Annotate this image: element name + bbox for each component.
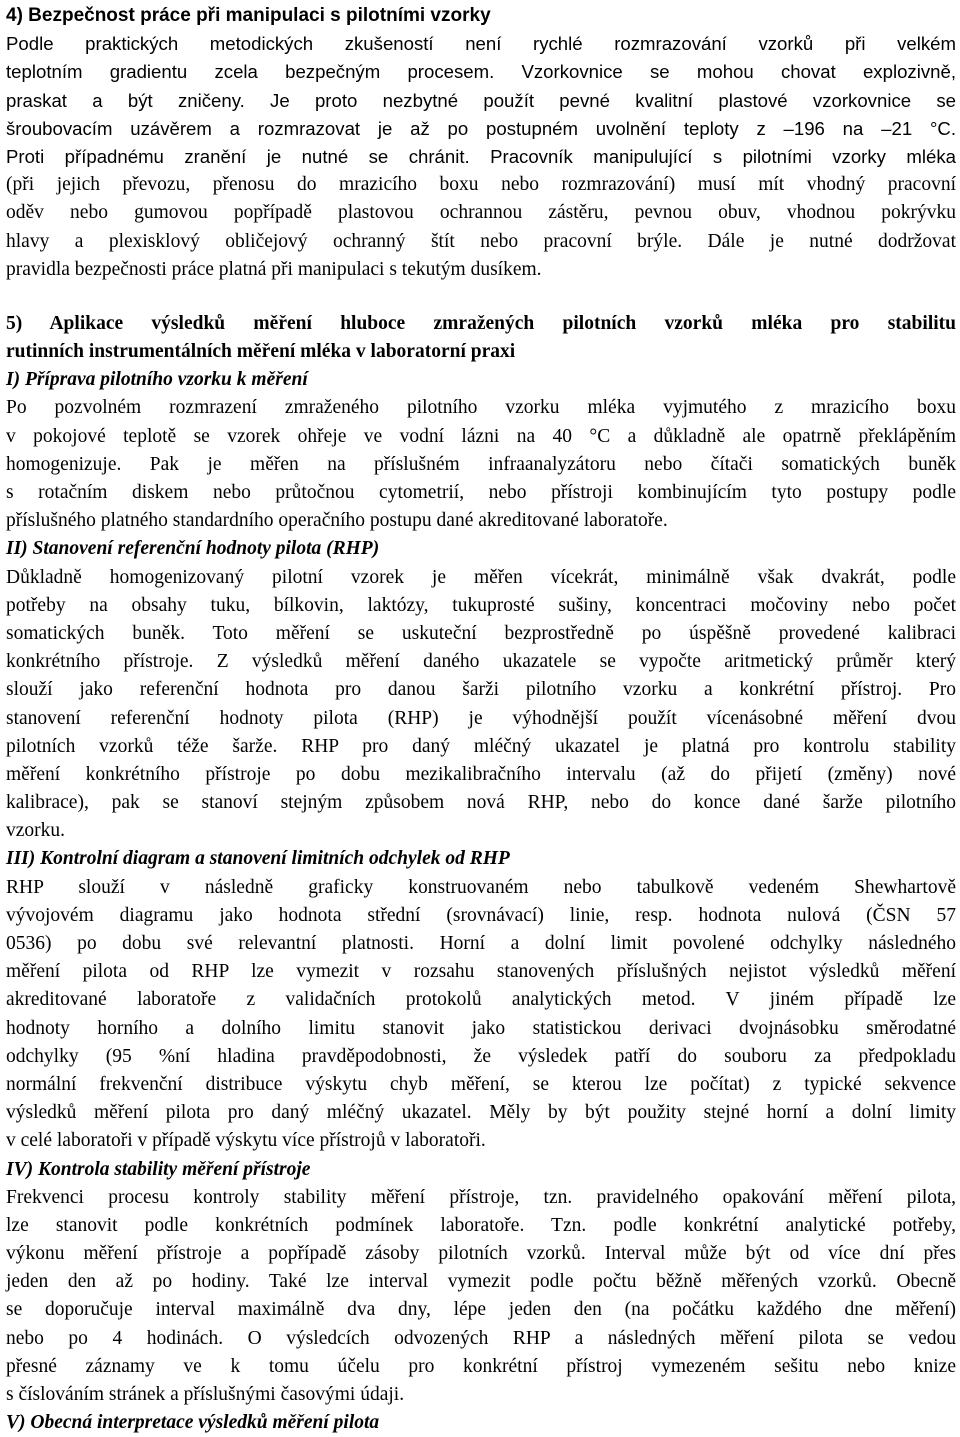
paragraph-line: se doporučuje interval maximálně dva dny, lépe jeden den (na počátku každého dne měření) <box>6 1299 956 1321</box>
paragraph-line: hodnoty horního a dolního limitu stanovit jako statistickou derivaci dvojnásobku směrodatné <box>6 1017 956 1039</box>
paragraph-line: slouží jako referenční hodnota pro danou šarži pilotního vzorku a konkrétní přístroj. Pro <box>6 679 956 701</box>
paragraph-line: vývojovém diagramu jako hodnota střední (srovnávací) linie, resp. hodnota nulová (ČSN 57 <box>6 904 956 926</box>
paragraph-line: RHP slouží v následně graficky konstruovaném nebo tabulkově vedeném Shewhartově <box>6 876 956 898</box>
paragraph-line: šroubovacím uzávěrem a rozmrazovat je až po postupném uvolnění teploty z –196 na –21 °C. <box>6 117 956 139</box>
subsection-5-title: V) Obecná interpretace výsledků měření pilota <box>6 1412 380 1434</box>
paragraph-line: (při jejich převozu, přenosu do mrazicího boxu nebo rozmrazování) musí mít vhodný pracovní <box>6 174 956 196</box>
section-4-paragraph <box>6 30 956 284</box>
paragraph-line: jeden den až po hodiny. Také lze interval vymezit podle počtu běžně měřených vzorků. Obecně <box>6 1271 956 1293</box>
subsection-2-title: II) Stanovení referenční hodnoty pilota (RHP) <box>6 538 380 560</box>
paragraph-line: v pokojové teplotě se vzorek ohřeje ve vodní lázni na 40 °C a důkladně ale opatrně překlápěním <box>6 425 956 447</box>
paragraph-line: teplotním gradientu zcela bezpečným procesem. Vzorkovnice se mohou chovat explozivně, <box>6 61 956 83</box>
paragraph-line: normální frekvenční distribuce výskytu chyb měření, se kterou lze počítat) z typické sekvence <box>6 1073 956 1095</box>
paragraph-line: pilotních vzorků téže šarže. RHP pro daný mléčný ukazatel je platná pro kontrolu stability <box>6 735 956 757</box>
paragraph-line: v celé laboratoři v případě výskytu více přístrojů v laboratoři. <box>6 1130 486 1152</box>
paragraph-line: měření konkrétního přístroje po dobu mezikalibračního intervalu (až do přijetí (změny) nové <box>6 763 956 785</box>
subsection-4-paragraph <box>6 1184 956 1410</box>
paragraph-line: hlavy a plexisklový obličejový ochranný štít nebo pracovní brýle. Dále je nutné dodržovat <box>6 230 956 252</box>
paragraph-line: oděv nebo gumovou popřípadě plastovou ochrannou zástěru, pevnou obuv, vhodnou pokrývku <box>6 202 956 224</box>
paragraph-line: odchylky (95 %ní hladina pravděpodobnosti, že výsledek patří do souboru za předpokladu <box>6 1045 956 1067</box>
paragraph-line: stanovení referenční hodnoty pilota (RHP) je výhodnější použít vícenásobné měření dvou <box>6 707 956 729</box>
paragraph-line: praskat a být zničeny. Je proto nezbytné použít pevné kvalitní plastové vzorkovnice se <box>6 89 956 111</box>
paragraph-line: Proti případnému zranění je nutné se chránit. Pracovník manipulující s pilotními vzorky mléka <box>6 145 956 167</box>
paragraph-line: příslušného platného standardního operačního postupu dané akreditované laboratoře. <box>6 510 668 532</box>
paragraph-line: Frekvenci procesu kontroly stability měření přístroje, tzn. pravidelného opakování měření pilota, <box>6 1186 956 1208</box>
paragraph-line: Podle praktických metodických zkušeností není rychlé rozmrazování vzorků při velkém <box>6 33 956 55</box>
section-5-heading: rutinních instrumentálních měření mléka v laboratorní praxi <box>6 341 516 363</box>
section-4-heading: 4) Bezpečnost práce při manipulaci s pilotními vzorky <box>6 5 491 26</box>
subsection-1-title: I) Příprava pilotního vzorku k měření <box>6 369 308 391</box>
subsection-3-title: III) Kontrolní diagram a stanovení limitních odchylek od RHP <box>6 848 510 870</box>
paragraph-line: akreditované laboratoře z validačních protokolů analytických metod. V jiném případě lze <box>6 989 956 1011</box>
paragraph-line: Důkladně homogenizovaný pilotní vzorek je měřen vícekrát, minimálně však dvakrát, podle <box>6 566 956 588</box>
section-5-heading: 5) Aplikace výsledků měření hluboce zmražených pilotních vzorků mléka pro stabilitu <box>6 312 956 334</box>
paragraph-line: potřeby na obsahy tuku, bílkovin, laktózy, tukuprosté sušiny, koncentraci močoviny nebo počet <box>6 594 956 616</box>
paragraph-line: konkrétního přístroje. Z výsledků měření daného ukazatele se vypočte aritmetický průměr který <box>6 651 956 673</box>
paragraph-line: měření pilota od RHP lze vymezit v rozsahu stanovených příslušných nejistot výsledků měření <box>6 961 956 983</box>
paragraph-line: pravidla bezpečnosti práce platná při manipulaci s tekutým dusíkem. <box>6 258 542 280</box>
paragraph-line: s rotačním diskem nebo průtočnou cytometrií, nebo přístroji kombinujícím tyto postupy podle <box>6 482 956 503</box>
paragraph-line: výsledků měření pilota pro daný mléčný ukazatel. Měly by být použity stejné horní a dolní limity <box>6 1102 956 1124</box>
paragraph-line: s číslováním stránek a příslušnými časovými údaji. <box>6 1384 405 1405</box>
paragraph-line: nebo po 4 hodinách. O výsledcích odvozených RHP a následných měření pilota se vedou <box>6 1327 956 1349</box>
paragraph-line: vzorku. <box>6 820 66 842</box>
subsection-3-paragraph <box>6 874 956 1156</box>
paragraph-line: kalibrace), pak se stanoví stejným způsobem nová RHP, nebo do konce dané šarže pilotního <box>6 792 956 814</box>
paragraph-line: výkonu měření přístroje a popřípadě zásoby pilotních vzorků. Interval může být od více dní přes <box>6 1243 956 1265</box>
paragraph-line: přesné záznamy ve k tomu účelu pro konkrétní přístroj vymezeném sešitu nebo knize <box>6 1355 956 1377</box>
subsection-2-paragraph <box>6 564 956 846</box>
paragraph-line: somatických buněk. Toto měření se uskuteční bezprostředně po úspěšně provedené kalibraci <box>6 622 956 644</box>
paragraph-line: 0536) po dobu své relevantní platnosti. Horní a dolní limit povolené odchylky následného <box>6 933 956 954</box>
paragraph-line: Po pozvolném rozmrazení zmraženého pilotního vzorku mléka vyjmutého z mrazicího boxu <box>6 397 956 419</box>
paragraph-line: lze stanovit podle konkrétních podmínek laboratoře. Tzn. podle konkrétní analytické potřeby, <box>6 1214 956 1236</box>
subsection-1-paragraph <box>6 394 956 535</box>
subsection-4-title: IV) Kontrola stability měření přístroje <box>6 1158 311 1180</box>
paragraph-line: homogenizuje. Pak je měřen na příslušném infraanalyzátoru nebo čítači somatických buněk <box>6 453 956 475</box>
